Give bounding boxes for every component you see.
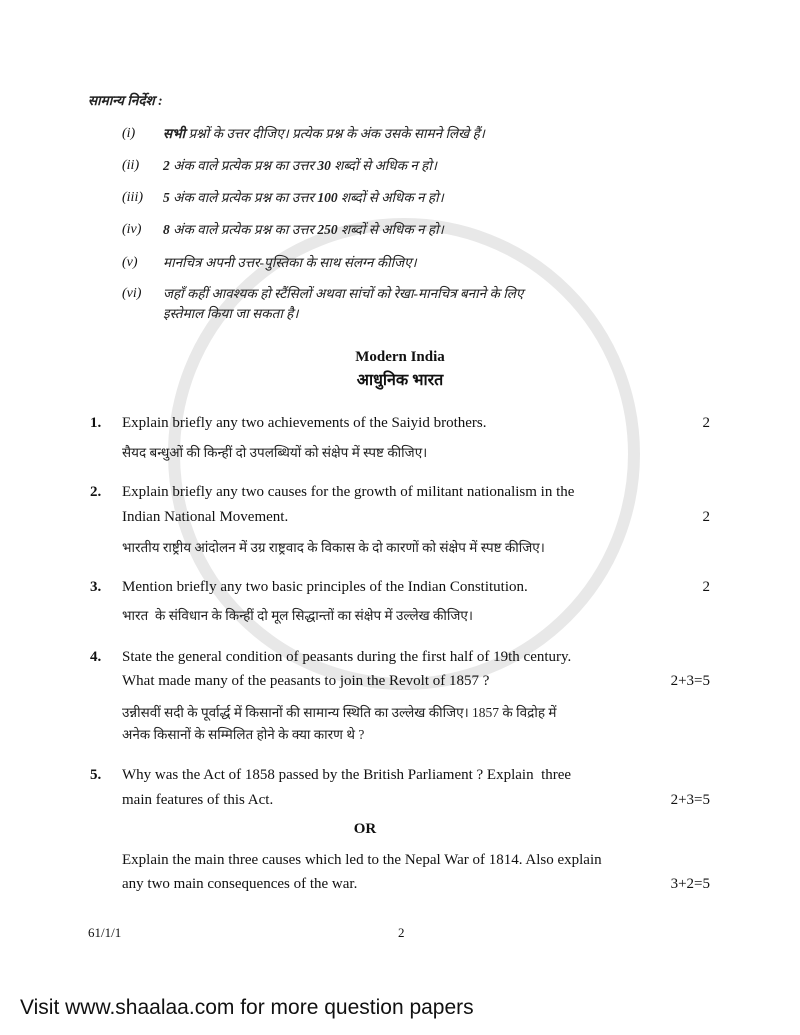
question-number: 2. <box>90 484 102 500</box>
question-text-en: What made many of the peasants to join the Revolt of 1857 ? <box>122 673 490 689</box>
question-text-hi: उन्नीसवीं सदी के पूर्वार्द्ध में किसानों की सामान्य स्थिति का उल्लेख कीजिए। 1857 के विद्रोह में <box>122 705 557 720</box>
instruction-num: (iv) <box>122 222 142 237</box>
instruction-text: मानचित्र अपनी उत्तर-पुस्तिका के साथ संलग्न कीजिए। <box>163 255 417 270</box>
instruction-text: इस्तेमाल किया जा सकता है। <box>163 306 299 321</box>
question-text-en: any two main consequences of the war. <box>122 876 358 892</box>
shaalaa-banner: Visit www.shaalaa.com for more question papers <box>20 996 474 1019</box>
question-text-en: main features of this Act. <box>122 792 274 808</box>
question-number: 3. <box>90 579 102 595</box>
question-text-hi: भारतीय राष्ट्रीय आंदोलन में उग्र राष्ट्रवाद के विकास के दो कारणों को संक्षेप में स्पष्ट कीजिए। <box>122 540 545 555</box>
question-text-en: Mention briefly any two basic principles of the Indian Constitution. <box>122 579 528 595</box>
question-marks: 3+2=5 <box>670 876 710 892</box>
instruction-num: (i) <box>122 126 136 141</box>
instruction-num: (iii) <box>122 190 143 205</box>
question-text-hi: भारत के संविधान के किन्हीं दो मूल सिद्धान्तों का संक्षेप में उल्लेख कीजिए। <box>122 608 473 623</box>
question-marks: 2 <box>702 579 710 595</box>
question-marks: 2+3=5 <box>670 792 710 808</box>
question-marks: 2+3=5 <box>670 673 710 689</box>
question-text-en: Explain the main three causes which led to the Nepal War of 1814. Also explain <box>122 852 602 868</box>
question-number: 5. <box>90 767 102 783</box>
question-text-hi: अनेक किसानों के सम्मिलित होने के क्या कारण थे ? <box>122 727 365 742</box>
paper-code: 61/1/1 <box>88 925 122 940</box>
instruction-text: जहाँ कहीं आवश्यक हो स्टैंसिलों अथवा सांचों को रेखा-मानचित्र बनाने के लिए <box>163 286 524 301</box>
question-marks: 2 <box>702 509 710 525</box>
question-text-en: Indian National Movement. <box>122 509 289 525</box>
question-number: 4. <box>90 649 102 665</box>
question-number: 1. <box>90 415 102 431</box>
question-text-en: Explain briefly any two causes for the growth of militant nationalism in the <box>122 484 575 500</box>
question-text-en: Why was the Act of 1858 passed by the British Parliament ? Explain three <box>122 767 572 783</box>
instruction-num: (vi) <box>122 286 142 301</box>
instruction-text: 5 अंक वाले प्रत्येक प्रश्न का उत्तर 100 शब्दों से अधिक न हो। <box>163 190 444 205</box>
question-text-hi: सैयद बन्धुओं की किन्हीं दो उपलब्धियों को संक्षेप में स्पष्ट कीजिए। <box>122 445 428 460</box>
section-title-hi: आधुनिक भारत <box>356 372 444 389</box>
instruction-text: 2 अंक वाले प्रत्येक प्रश्न का उत्तर 30 शब्दों से अधिक न हो। <box>163 158 437 173</box>
or-label: OR <box>353 821 377 837</box>
instructions-heading: सामान्य निर्देश : <box>88 93 163 108</box>
page-number: 2 <box>398 925 405 940</box>
question-text-en: State the general condition of peasants during the first half of 19th century. <box>122 649 572 665</box>
question-marks: 2 <box>702 415 710 431</box>
section-title-en: Modern India <box>355 349 445 365</box>
instruction-text: 8 अंक वाले प्रत्येक प्रश्न का उत्तर 250 शब्दों से अधिक न हो। <box>163 222 444 237</box>
instruction-text: सभी प्रश्नों के उत्तर दीजिए। प्रत्येक प्रश्न के अंक उसके सामने लिखे हैं। <box>163 126 485 141</box>
question-text-en: Explain briefly any two achievements of the Saiyid brothers. <box>122 415 487 431</box>
instruction-num: (v) <box>122 255 138 270</box>
instruction-num: (ii) <box>122 158 140 173</box>
